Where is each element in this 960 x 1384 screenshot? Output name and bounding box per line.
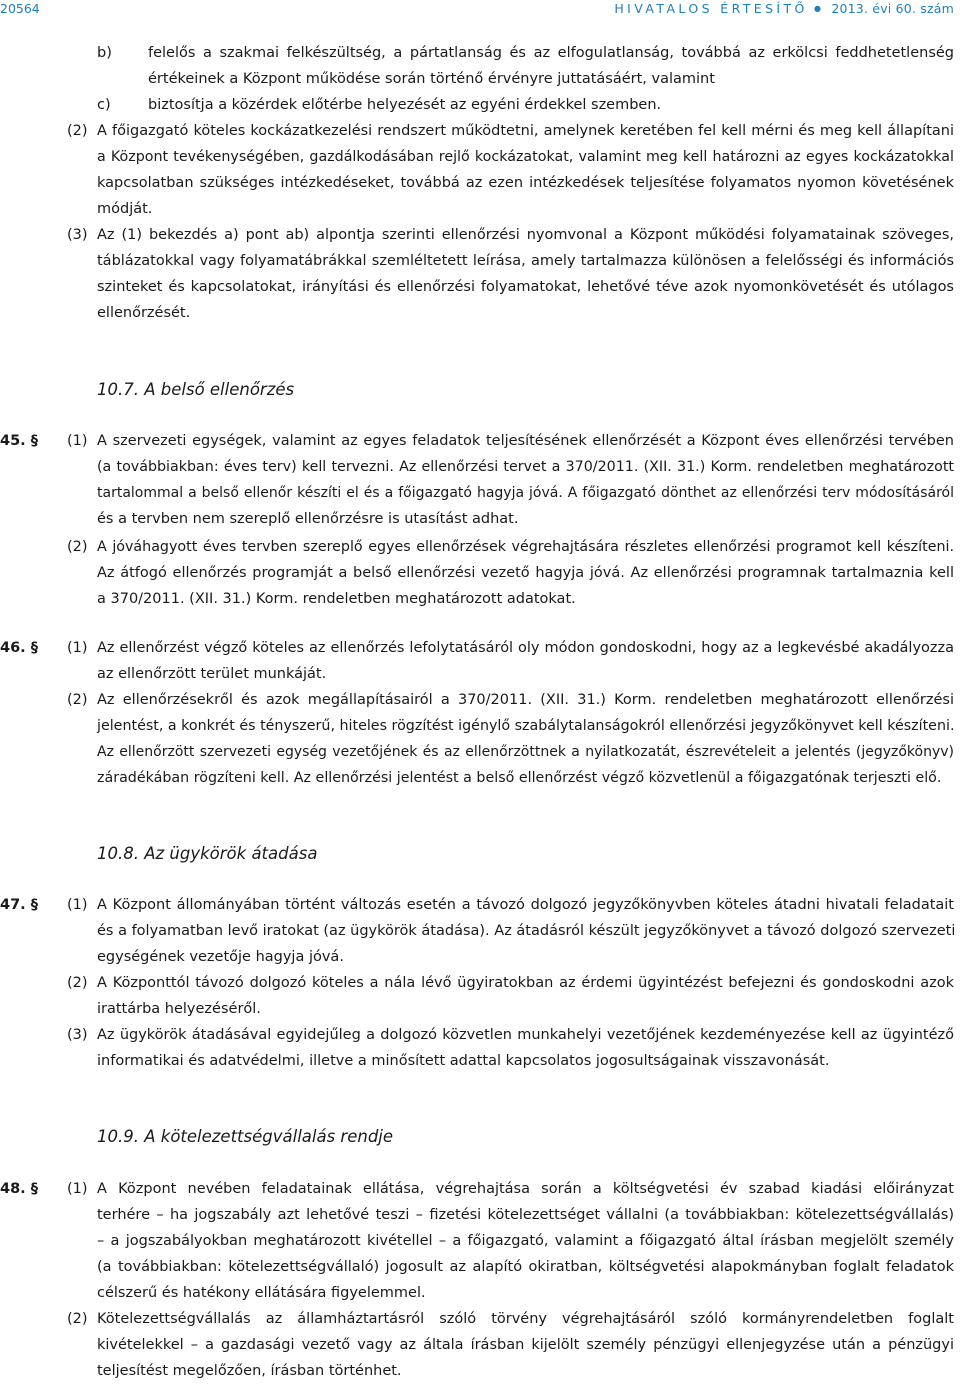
paragraph-label: (1) (67, 433, 88, 449)
paragraph-label: (1) (67, 640, 88, 656)
bullet-separator: ● (813, 4, 822, 13)
text-line: és a folyamatban levő iratokat (az ügykörök átadása). Az átadásról készült jegyzőkönyvet a távozó dolgozó szervezeti (97, 923, 956, 939)
text-line: felelős a szakmai felkészültség, a pártatlanság és az elfogulatlanság, továbbá az erkölcsi feddhetetlenség (148, 45, 954, 61)
list-label-c: c) (97, 97, 111, 113)
paragraph-label: (1) (67, 1181, 88, 1197)
section-47-paragraph-3 (97, 1022, 954, 1074)
text-line: záradékában rögzíteni kell. Az ellenőrzési jelentést a belső ellenőrzést végző közvetlenül a főigazgatónak terjeszti elő. (97, 770, 942, 786)
section-heading-10-7: 10.7. A belső ellenőrzés (97, 380, 295, 399)
paragraph-label: (2) (67, 123, 88, 139)
text-line: a 370/2011. (XII. 31.) Korm. rendeletben meghatározott adatokat. (97, 591, 576, 607)
section-number-45: 45. § (0, 433, 38, 449)
text-line: szinteket és kapcsolatokat, irányítási és ellenőrzési folyamatokat, lehetővé téve azok nyomonkövetését és utólagos (97, 279, 954, 295)
section-number-46: 46. § (0, 640, 38, 656)
text-line: az ellenőrzött terület munkáját. (97, 666, 327, 682)
text-line: Az ellenőrzött szervezeti egység vezetőjének és az ellenőrzöttnek a nyilatkozatát, észrevételeit a jelentés (jegyzőkönyv) (97, 744, 954, 760)
paragraph-label: (1) (67, 897, 88, 913)
text-line: célszerű és hatékony ellátására figyelemmel. (97, 1285, 426, 1301)
text-line: A Központ nevében feladatainak ellátása, végrehajtása során a költségvetési év szabad kiadási előirányzat (97, 1181, 954, 1197)
text-line: irattárba helyezéséről. (97, 1001, 261, 1017)
text-line: ellenőrzését. (97, 305, 191, 321)
text-line: kivételekkel – a gazdasági vezető vagy az általa írásban kijelölt személy pénzügyi ellenjegyzése után a pénzügyi (97, 1337, 954, 1353)
text-line: A szervezeti egységek, valamint az egyes feladatok teljesítésének ellenőrzését a Központ éves ellenőrzési tervében (97, 433, 954, 449)
text-line: A főigazgató köteles kockázatkezelési rendszert működtetni, amelynek keretében fel kell mérni és meg kell állapítani (97, 123, 954, 139)
text-line: táblázatokkal vagy folyamatábrákkal szemléltetett leírása, amely tartalmazza különösen a felelősségi és információs (97, 253, 954, 269)
text-line: Az ellenőrzést végző köteles az ellenőrzés lefolytatásáról oly módon gondoskodni, hogy az a legkevésbé akadályozza (97, 640, 954, 656)
paragraph-label: (3) (67, 1027, 88, 1043)
text-line: egységének vezetője hagyja jóvá. (97, 949, 344, 965)
text-line: A Központtól távozó dolgozó köteles a nála lévő ügyiratokban az érdemi ügyintézést befejezni és gondoskodni azok (97, 975, 954, 991)
section-46-paragraph-1 (97, 635, 954, 687)
text-line: (a továbbiakban: kötelezettségvállaló) jogosult az alapító okiratban, költségvetési alapokmányban foglalt feladatok (97, 1259, 954, 1275)
text-line: módját. (97, 201, 153, 217)
section-45-paragraph-2 (97, 534, 954, 612)
list-label-b: b) (97, 45, 112, 61)
paragraph-label: (2) (67, 1311, 88, 1327)
text-line: informatikai és adatvédelmi, illetve a minősített adattal kapcsolatos jogosultságainak visszavonását. (97, 1053, 830, 1069)
section-48-paragraph-2 (97, 1306, 954, 1384)
text-line: tartalommal a belső ellenőr készíti el és a főigazgató hagyja jóvá. A főigazgató dönthet az ellenőrzési terv módosításáról (97, 485, 954, 501)
paragraph-3 (97, 222, 954, 326)
text-line: Az ellenőrzésekről és azok megállapításairól a 370/2011. (XII. 31.) Korm. rendeletben meghatározott ellenőrzési (97, 692, 954, 708)
section-46-paragraph-2 (97, 687, 954, 791)
list-item-b (148, 40, 954, 92)
text-line: Az ügykörök átadásával egyidejűleg a dolgozó közvetlen munkahelyi vezetőjének kezdeményezése kell az ügyintéző (97, 1027, 954, 1043)
paragraph-label: (2) (67, 692, 88, 708)
list-item-c (148, 92, 954, 118)
paragraph-2 (97, 118, 954, 222)
text-line: (a továbbiakban: éves terv) kell tervezni. Az ellenőrzési tervet a 370/2011. (XII. 31.) Korm. rendeletben meghatározott (97, 459, 954, 475)
journal-masthead (614, 1, 954, 16)
journal-title: HIVATALOS ÉRTESÍTŐ (614, 1, 808, 16)
text-line: biztosítja a közérdek előtérbe helyezését az egyéni érdekkel szemben. (148, 97, 662, 113)
paragraph-label: (2) (67, 975, 88, 991)
text-line: Az átfogó ellenőrzés programját a belső ellenőrzési vezető hagyja jóvá. Az ellenőrzési programnak tartalmaznia kell (97, 565, 954, 581)
section-number-48: 48. § (0, 1181, 38, 1197)
section-47-paragraph-1 (97, 892, 954, 970)
text-line: értékeinek a Központ működése során történő érvényre juttatásáért, valamint (148, 71, 715, 87)
issue-label: 2013. évi 60. szám (831, 1, 954, 16)
section-heading-10-8: 10.8. Az ügykörök átadása (97, 844, 318, 863)
text-line: A Központ állományában történt változás esetén a távozó dolgozó jegyzőkönyvben köteles átadni hivatali feladatait (97, 897, 954, 913)
text-line: Kötelezettségvállalás az államháztartásról szóló törvény végrehajtásáról szóló kormányrendeletben foglalt (97, 1311, 954, 1327)
text-line: terhére – ha jogszabály azt lehetővé teszi – fizetési kötelezettséget vállalni (a továbbiakban: kötelezettségvállalás) (97, 1207, 954, 1223)
paragraph-label: (3) (67, 227, 88, 243)
text-line: teljesítést megelőzően, írásban történhet. (97, 1363, 402, 1379)
section-48-paragraph-1 (97, 1176, 954, 1306)
paragraph-label: (2) (67, 539, 88, 555)
page-header (0, 0, 960, 24)
page-number: 20564 (0, 1, 40, 16)
text-line: a Központ tevékenységében, gazdálkodásában rejlő kockázatokat, valamint meg kell határozni az egyes kockázatokkal (97, 149, 954, 165)
section-45-paragraph-1 (97, 428, 954, 532)
text-line: jelentést, a konkrét és tényszerű, hiteles rögzítést igénylő szabálytalanságokról ellenőrzési jegyzőkönyvet kell készíteni. (97, 718, 955, 734)
text-line: – a jogszabályokban meghatározott kivétellel – a főigazgató, valamint a főigazgató által írásban megjelölt személy (97, 1233, 954, 1249)
section-heading-10-9: 10.9. A kötelezettségvállalás rendje (97, 1127, 394, 1146)
text-line: A jóváhagyott éves tervben szereplő egyes ellenőrzések végrehajtására részletes ellenőrzési programot kell készíteni. (97, 539, 954, 555)
section-number-47: 47. § (0, 897, 38, 913)
text-line: kapcsolatban szükséges intézkedéseket, továbbá az ezen intézkedések teljesítése folyamatos nyomon követésének (97, 175, 954, 191)
section-47-paragraph-2 (97, 970, 954, 1022)
text-line: és a tervben nem szereplő ellenőrzésre is utasítást adhat. (97, 511, 519, 527)
text-line: Az (1) bekezdés a) pont ab) alpontja szerinti ellenőrzési nyomvonal a Központ működési folyamatainak szöveges, (97, 227, 954, 243)
